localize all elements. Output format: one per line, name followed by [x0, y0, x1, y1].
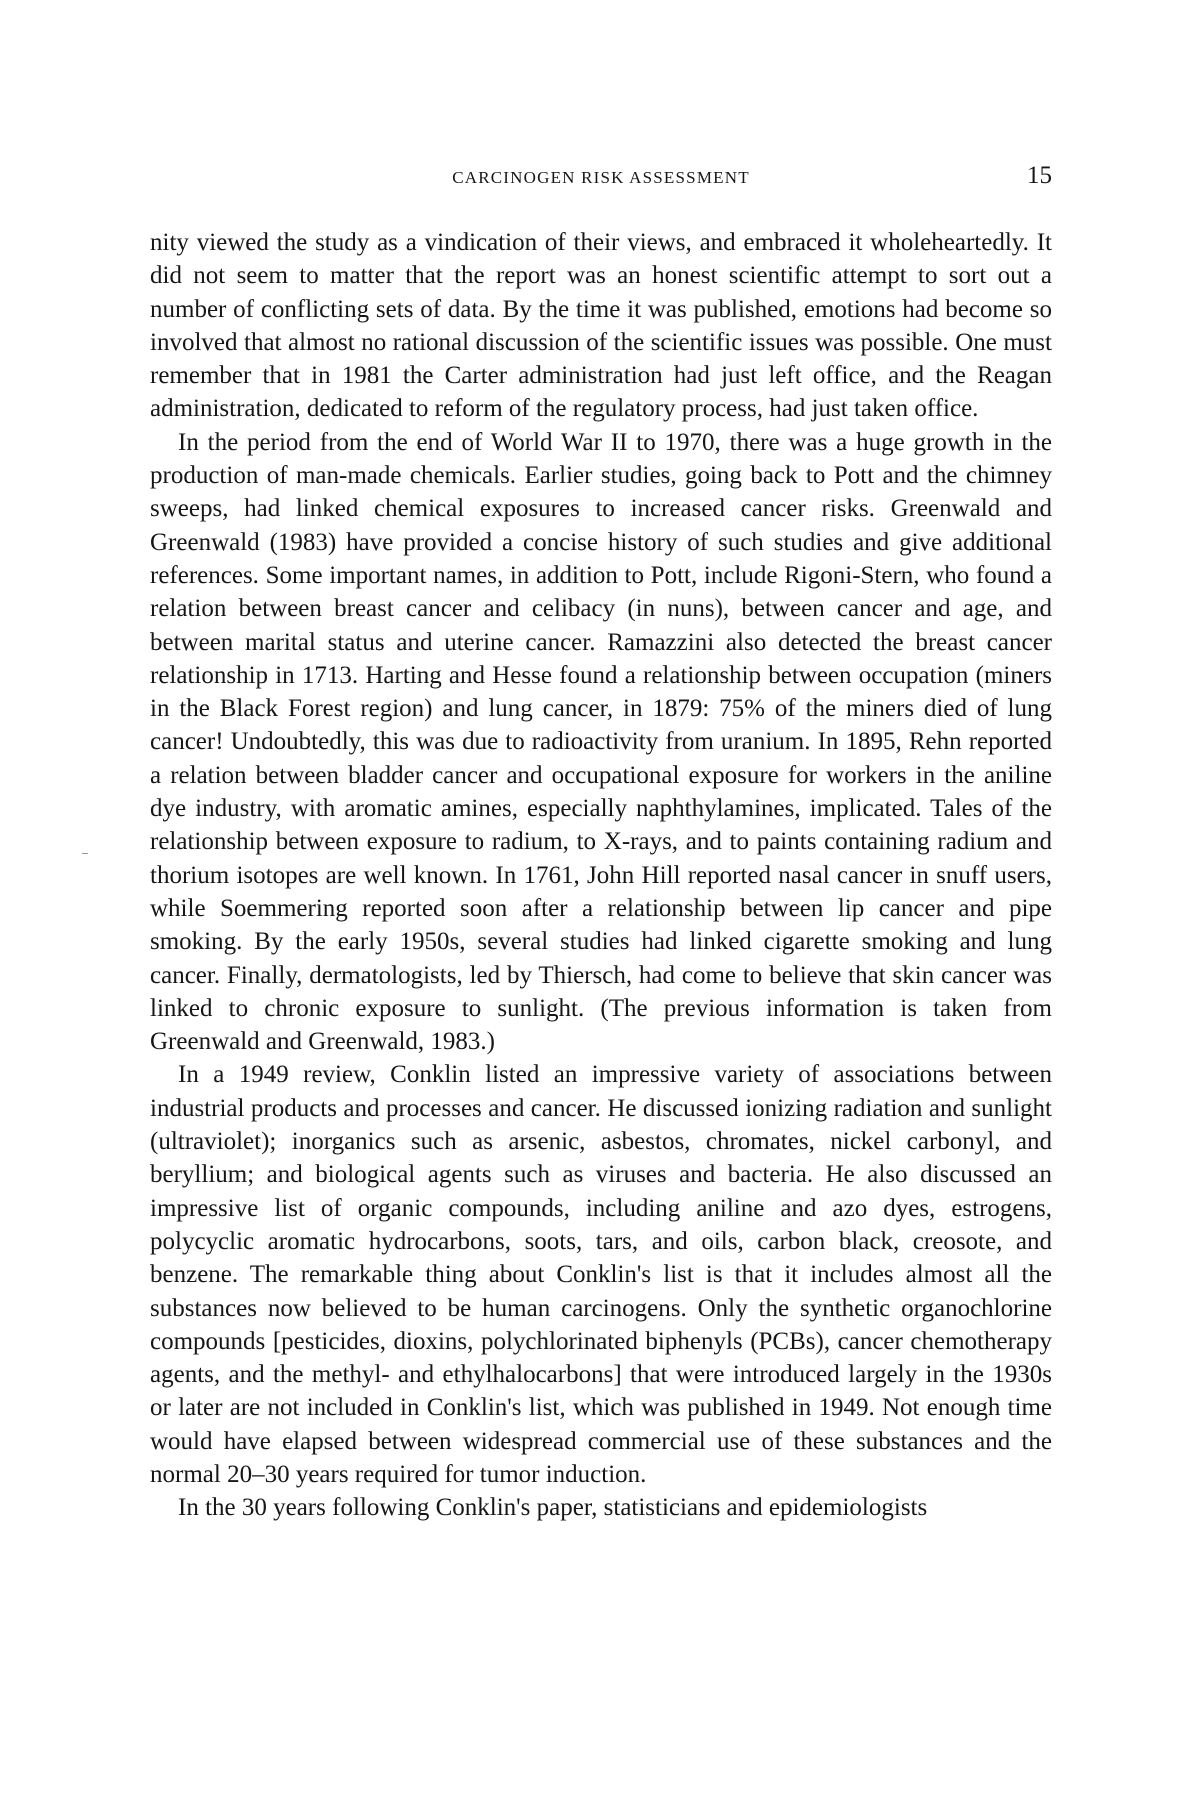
running-title: CARCINOGEN RISK ASSESSMENT — [452, 168, 750, 187]
paragraph-conklin-review: In a 1949 review, Conklin listed an impressive variety of associations between industrial products and processes and cancer. He discussed ionizing radiation and sunlight (ultraviolet); inorganics such as arsenic, asbestos, chromates, nickel carbonyl, and beryllium; and biological agents such as viruses and bacteria. He also discussed an impressive list of organic compounds, including aniline and azo dyes, estrogens, polycyclic aromatic hydrocarbons, soots, tars, and oils, carbon black, creosote, and benzene. The remarkable thing about Conklin's list is that it includes almost all the substances now believed to be human carcinogens. Only the synthetic organochlorine compounds [pesticides, dioxins, polychlorinated biphenyls (PCBs), cancer chemotherapy agents, and the methyl- and ethylhalocarbons] that were introduced largely in the 1930s or later are not included in Conklin's list, which was published in 1949. Not enough time would have elapsed between widespread commercial use of these substances and the normal 20–30 years required for tumor induction. — [150, 1061, 1052, 1488]
paragraph-history: In the period from the end of World War II to 1970, there was a huge growth in the production of man-made chemicals. Earlier studies, going back to Pott and the chimney sweeps, had linked chemical exposures to increased cancer risks. Greenwald and Greenwald (1983) have provided a concise history of such studies and give additional references. Some important names, in addition to Pott, include Rigoni-Stern, who found a relation between breast cancer and celibacy (in nuns), between cancer and age, and between marital status and uterine cancer. Ramazzini also detected the breast cancer relationship in 1713. Harting and Hesse found a relationship between occupation (miners in the Black Forest region) and lung cancer, in 1879: 75% of the miners died of lung cancer! Undoubtedly, this was due to radioactivity from uranium. In 1895, Rehn reported a relation between bladder cancer and occupational exposure for workers in the aniline dye industry, with aromatic amines, especially naphthylamines, implicated. Tales of the relationship between exposure to radium, to X-rays, and to paints containing radium and thorium isotopes are well known. In 1761, John Hill reported nasal cancer in snuff users, while Soemmering reported soon after a relationship between lip cancer and pipe smoking. By the early 1950s, several studies had linked cigarette smoking and lung cancer. Finally, dermatologists, led by Thiersch, had come to believe that skin cancer was linked to chronic exposure to sunlight. (The previous information is taken from Greenwald and Greenwald, 1983.) — [150, 428, 1052, 1056]
paragraph-following-years: In the 30 years following Conklin's paper, statisticians and epidemiologists — [178, 1494, 928, 1522]
margin-mark — [82, 853, 88, 854]
body-text — [150, 226, 1052, 1525]
running-head — [150, 162, 1052, 192]
paragraph-continuation: nity viewed the study as a vindication of their views, and embraced it wholeheartedly. It did not seem to matter that the report was an honest scientific attempt to sort out a number of conflicting sets of data. By the time it was published, emotions had become so involved that almost no rational discussion of the scientific issues was possible. One must remember that in 1981 the Carter administration had just left office, and the Reagan administration, dedicated to reform of the regulatory process, had just taken office. — [150, 229, 1052, 423]
page-number: 15 — [1027, 162, 1052, 189]
